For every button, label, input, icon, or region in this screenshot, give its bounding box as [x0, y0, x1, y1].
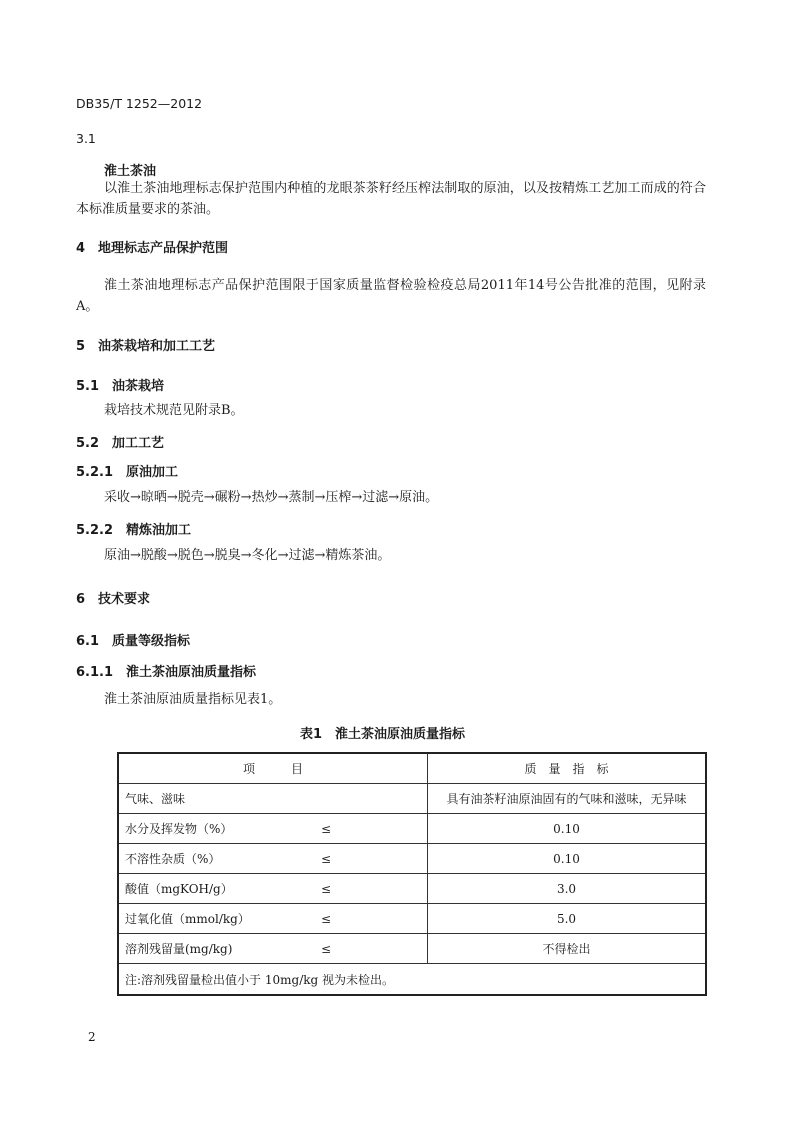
section-4-heading: 4 地理标志产品保护范围	[76, 241, 229, 256]
section-5-1-text: 栽培技术规范见附录B。	[104, 403, 244, 418]
table-row	[118, 844, 706, 874]
row-item	[118, 844, 428, 874]
operator: ≤	[321, 822, 332, 836]
section-5-2-heading: 5.2 加工工艺	[76, 436, 165, 451]
row-item	[118, 904, 428, 934]
column-header-item: 项 目	[118, 753, 428, 784]
section-6-1-1-heading: 6.1.1 淮土茶油原油质量指标	[76, 665, 257, 680]
row-item	[118, 814, 428, 844]
section-5-2-1-heading: 5.2.1 原油加工	[76, 465, 179, 480]
section-4-text: 淮土茶油地理标志产品保护范围限于国家质量监督检验检疫总局2011年14号公告批准的范围，见附录A。	[76, 278, 706, 314]
row-value: 3.0	[428, 874, 707, 904]
item-label: 水分及挥发物（%）	[125, 822, 233, 836]
section-5-heading: 5 油茶栽培和加工工艺	[76, 339, 216, 354]
operator: ≤	[321, 852, 332, 866]
item-label: 过氧化值（mmol/kg）	[125, 912, 250, 926]
item-label: 不溶性杂质（%）	[125, 852, 221, 866]
operator: ≤	[321, 882, 332, 896]
row-item	[118, 784, 428, 814]
column-header-index: 质 量 指 标	[428, 753, 707, 784]
term-title: 淮土茶油	[104, 164, 157, 179]
item-label: 气味、滋味	[125, 792, 186, 806]
row-value: 具有油茶籽油原油固有的气味和滋味，无异味	[428, 784, 707, 814]
section-6-1-1-text: 淮土茶油原油质量指标见表1。	[104, 692, 282, 707]
section-6-heading: 6 技术要求	[76, 592, 151, 607]
table-note-row	[118, 964, 706, 996]
page-number: 2	[88, 1030, 96, 1044]
section-5-2-1-text: 采收→晾晒→脱壳→碾粉→热炒→蒸制→压榨→过滤→原油。	[104, 490, 439, 505]
operator: ≤	[321, 912, 332, 926]
row-item	[118, 934, 428, 964]
clause-number-3-1: 3.1	[76, 131, 96, 146]
section-5-2-2-heading: 5.2.2 精炼油加工	[76, 523, 192, 538]
row-value: 5.0	[428, 904, 707, 934]
table-row	[118, 934, 706, 964]
table-row	[118, 874, 706, 904]
item-label: 溶剂残留量(mg/kg)	[125, 942, 233, 956]
table-caption: 表1 淮土茶油原油质量指标	[300, 727, 466, 742]
item-label: 酸值（mgKOH/g）	[125, 882, 233, 896]
section-6-1-heading: 6.1 质量等级指标	[76, 634, 191, 649]
table-note: 注:溶剂残留量检出值小于 10mg/kg 视为未检出。	[118, 964, 706, 996]
table-row	[118, 814, 706, 844]
term-definition: 以淮土茶油地理标志保护范围内种植的龙眼茶茶籽经压榨法制取的原油，以及按精炼工艺加工而成的符合本标准质量要求的茶油。	[76, 181, 706, 217]
section-5-1-heading: 5.1 油茶栽培	[76, 379, 165, 394]
standard-code-header: DB35/T 1252—2012	[76, 96, 203, 111]
operator: ≤	[321, 942, 332, 956]
table-row	[118, 784, 706, 814]
section-5-2-2-text: 原油→脱酸→脱色→脱臭→冬化→过滤→精炼茶油。	[104, 548, 391, 563]
table-row	[118, 904, 706, 934]
table-header-row	[118, 753, 706, 784]
row-value: 不得检出	[428, 934, 707, 964]
row-value: 0.10	[428, 814, 707, 844]
row-value: 0.10	[428, 844, 707, 874]
quality-index-table	[117, 752, 707, 996]
row-item	[118, 874, 428, 904]
